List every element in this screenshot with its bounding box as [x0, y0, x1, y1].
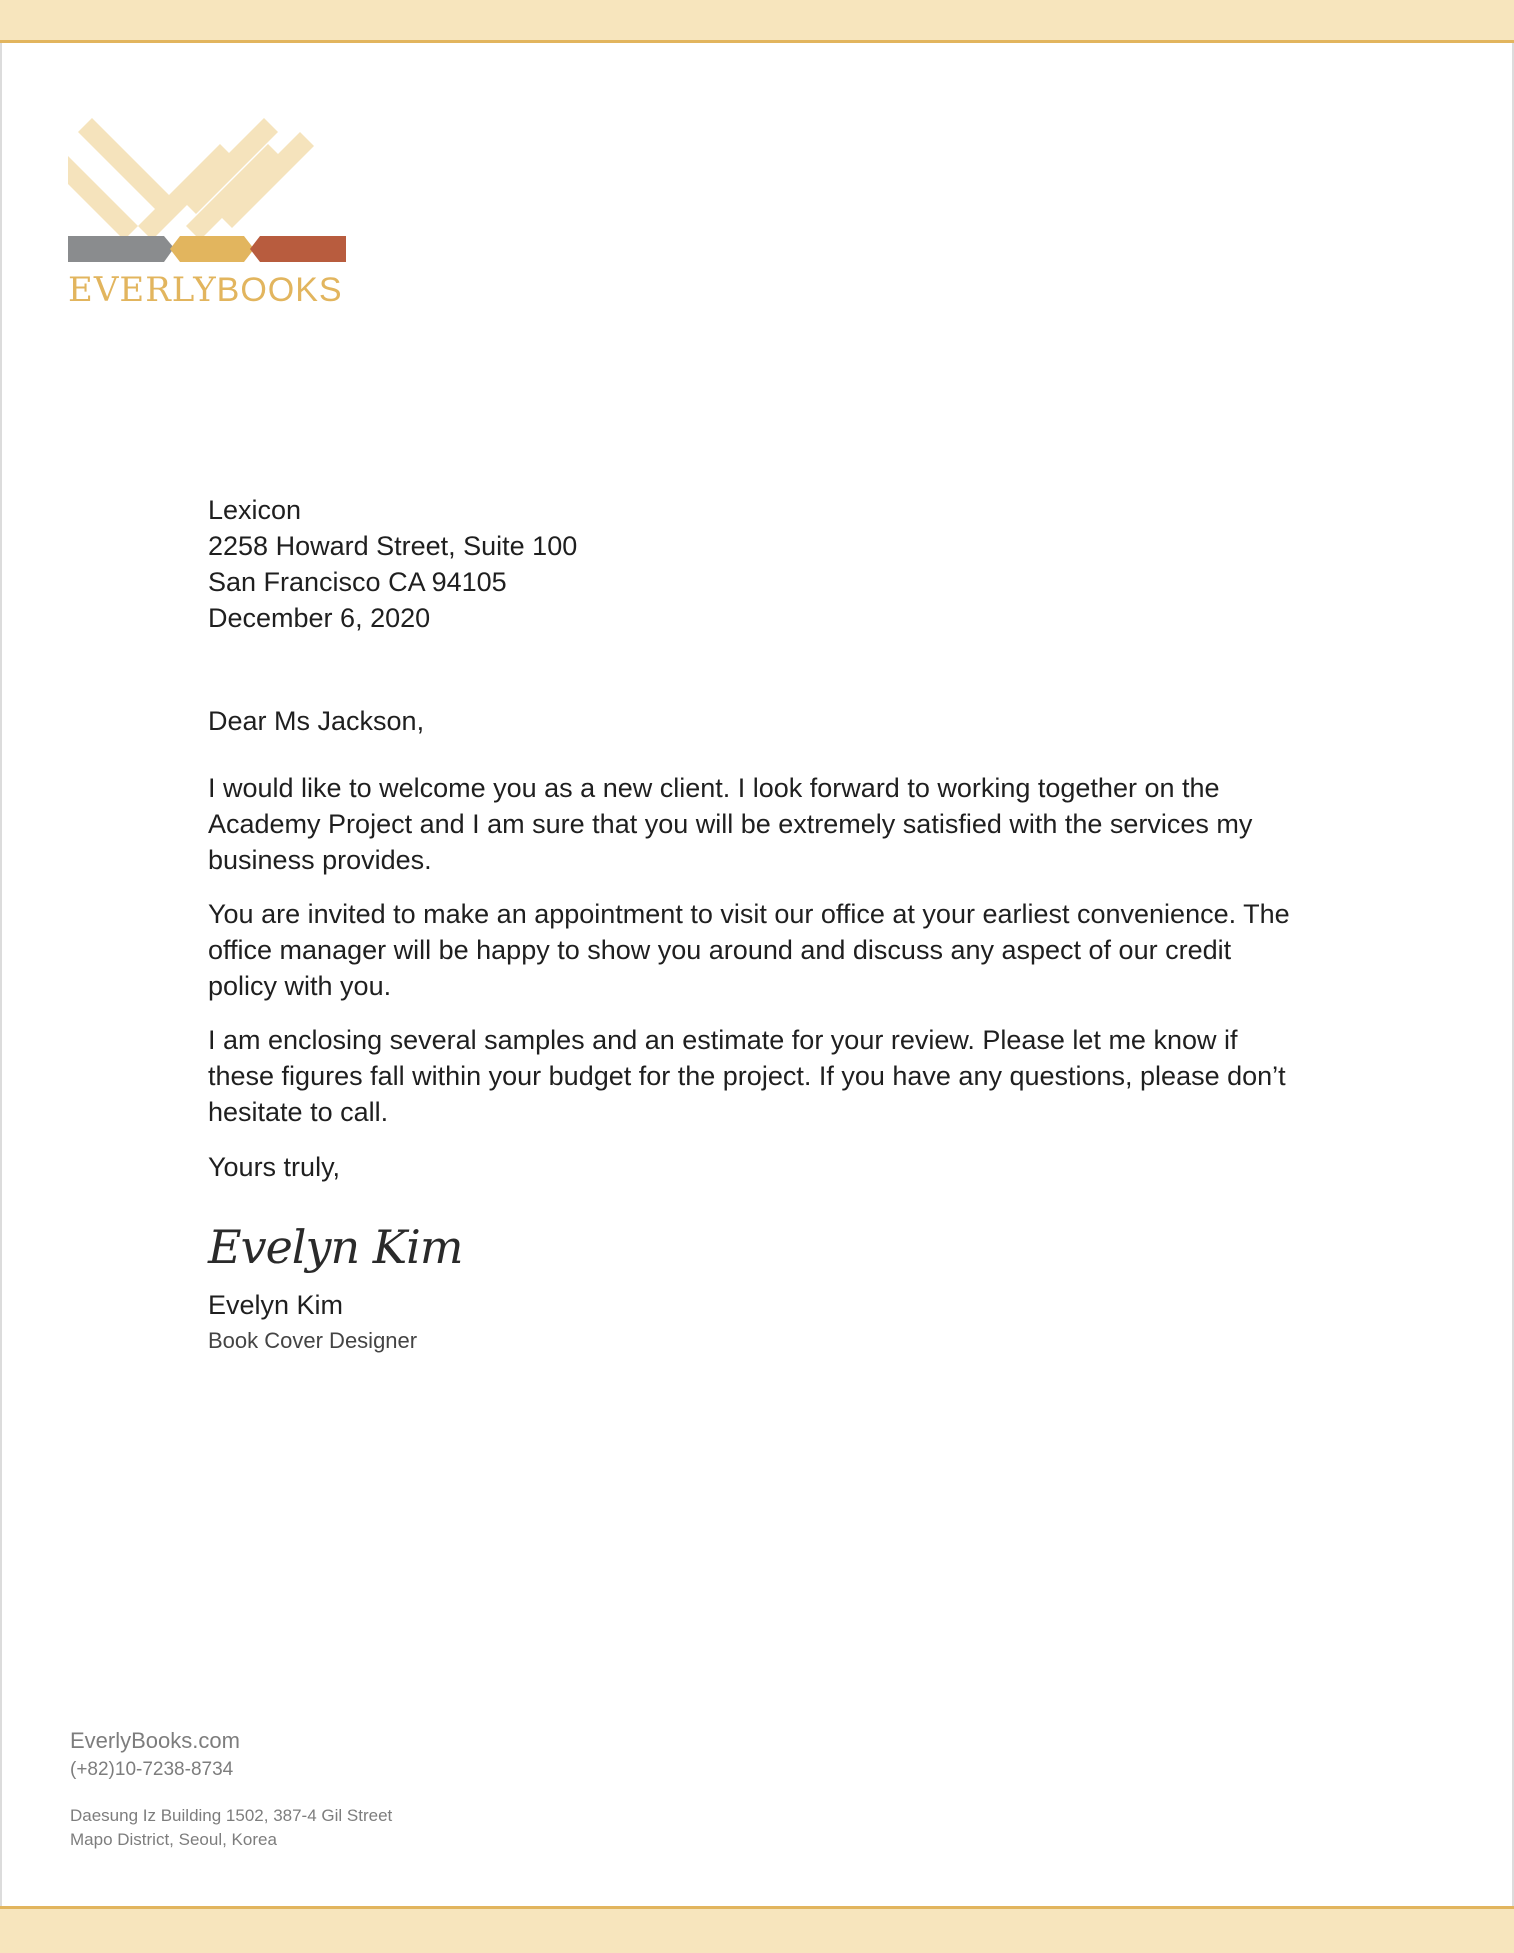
- header-band: [0, 0, 1514, 43]
- brand-wordmark: [68, 270, 343, 310]
- letter-body: [208, 770, 1298, 1148]
- brand-name-part1: EVERLY: [68, 270, 217, 310]
- handwritten-signature: Evelyn Kim: [208, 1220, 463, 1274]
- signer-title: Book Cover Designer: [208, 1328, 418, 1353]
- recipient-company: Lexicon: [208, 495, 302, 525]
- signer-name: Evelyn Kim: [208, 1290, 344, 1320]
- recipient-street: 2258 Howard Street, Suite 100: [208, 531, 578, 561]
- footer-website: EverlyBooks.com: [70, 1728, 240, 1753]
- brand-name-part2: BOOKS: [216, 271, 343, 309]
- footer-address-line2: Mapo District, Seoul, Korea: [70, 1830, 277, 1849]
- footer-address-line1: Daesung Iz Building 1502, 387-4 Gil Street: [70, 1806, 393, 1825]
- body-paragraph: I am enclosing several samples and an estimate for your review. Please let me know if these figures fall within your budget for the project. If you have any questions, please don’t hesitate to call.: [208, 1025, 1286, 1127]
- salutation: Dear Ms Jackson,: [208, 706, 425, 736]
- letter-date: December 6, 2020: [208, 603, 431, 633]
- footer-phone: (+82)10-7238-8734: [70, 1759, 234, 1780]
- footer-contact: [70, 1726, 392, 1852]
- recipient-block: [208, 492, 1308, 636]
- body-paragraph: You are invited to make an appointment to visit our office at your earliest convenience. The office manager will be happy to show you around and discuss any aspect of our credit policy with you.: [208, 899, 1290, 1001]
- recipient-city: San Francisco CA 94105: [208, 567, 507, 597]
- body-paragraph: I would like to welcome you as a new client. I look forward to working together on the Academy Project and I am sure that you will be extremely satisfied with the services my business provides.: [208, 773, 1253, 875]
- footer-band: [0, 1906, 1514, 1953]
- closing: Yours truly,: [208, 1152, 341, 1182]
